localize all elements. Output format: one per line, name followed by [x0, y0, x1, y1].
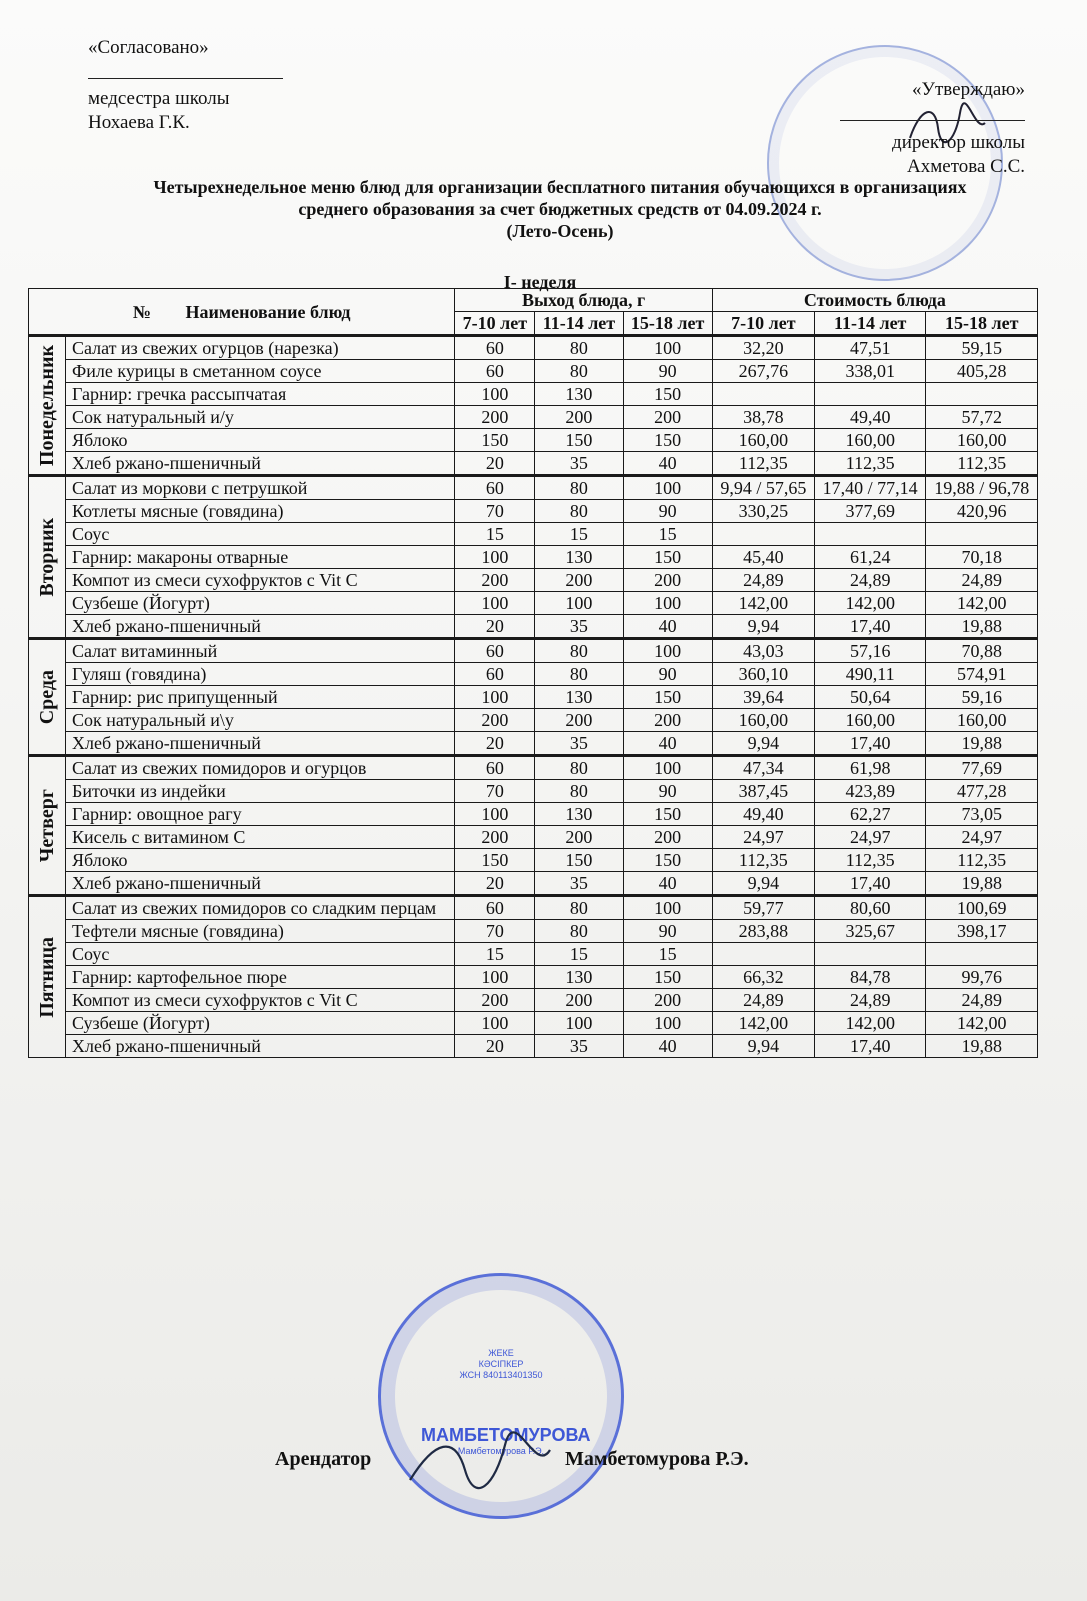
- yield-cell: 35: [535, 452, 623, 476]
- yield-cell: 100: [623, 592, 712, 615]
- yield-cell: 80: [535, 476, 623, 500]
- tenant-signature: [405, 1430, 555, 1490]
- dish-name: Хлеб ржано-пшеничный: [66, 732, 455, 756]
- cost-cell: [814, 943, 926, 966]
- nurse-position: медсестра школы: [88, 88, 230, 109]
- cost-cell: 142,00: [814, 1012, 926, 1035]
- cost-cell: 17,40: [814, 872, 926, 896]
- table-row: [29, 500, 1038, 523]
- table-row: [29, 336, 1038, 360]
- yield-cell: 15: [535, 523, 623, 546]
- yield-cell: 40: [623, 452, 712, 476]
- cost-cell: 19,88: [926, 732, 1038, 756]
- table-row: [29, 1035, 1038, 1058]
- cost-cell: 112,35: [712, 452, 814, 476]
- yield-cell: 200: [455, 826, 535, 849]
- cost-cell: 574,91: [926, 663, 1038, 686]
- yield-cell: 20: [455, 1035, 535, 1058]
- cost-cell: 360,10: [712, 663, 814, 686]
- yield-cell: 80: [535, 500, 623, 523]
- dish-name: Салат из свежих помидоров со сладким перцам: [66, 896, 455, 920]
- document-title: [120, 176, 1000, 242]
- cost-cell: 17,40: [814, 615, 926, 639]
- yield-cell: 150: [535, 849, 623, 872]
- yield-cell: 80: [535, 336, 623, 360]
- dish-name: Яблоко: [66, 849, 455, 872]
- yield-cell: 15: [623, 943, 712, 966]
- cost-cell: [712, 943, 814, 966]
- cost-cell: 112,35: [814, 849, 926, 872]
- yield-cell: 80: [535, 780, 623, 803]
- day-label: [29, 476, 66, 639]
- yield-cell: 150: [623, 429, 712, 452]
- dish-name: Салат из свежих огурцов (нарезка): [66, 336, 455, 360]
- cost-cell: 84,78: [814, 966, 926, 989]
- cost-cell: 77,69: [926, 756, 1038, 780]
- dish-name: Кисель с витамином С: [66, 826, 455, 849]
- cost-cell: [926, 523, 1038, 546]
- yield-cell: 130: [535, 966, 623, 989]
- dish-name: Биточки из индейки: [66, 780, 455, 803]
- yield-cell: 15: [455, 523, 535, 546]
- cost-cell: 19,88: [926, 1035, 1038, 1058]
- dish-name: Компот из смеси сухофруктов с Vit C: [66, 569, 455, 592]
- dish-name: Хлеб ржано-пшеничный: [66, 615, 455, 639]
- yield-cell: 100: [455, 383, 535, 406]
- day-name: Вторник: [36, 517, 58, 597]
- yield-cell: 150: [535, 429, 623, 452]
- cost-cell: 420,96: [926, 500, 1038, 523]
- cost-cell: 17,40: [814, 1035, 926, 1058]
- cost-cell: 160,00: [814, 429, 926, 452]
- yield-cell: 100: [455, 803, 535, 826]
- cost-cell: 112,35: [926, 849, 1038, 872]
- dish-name: Котлеты мясные (говядина): [66, 500, 455, 523]
- dish-name: Гарнир: картофельное пюре: [66, 966, 455, 989]
- cost-cell: 47,51: [814, 336, 926, 360]
- dish-name: Гарнир: гречка рассыпчатая: [66, 383, 455, 406]
- footer-role: Арендатор: [275, 1448, 372, 1470]
- cost-cell: 325,67: [814, 920, 926, 943]
- cost-cell: 398,17: [926, 920, 1038, 943]
- yield-cell: 150: [455, 429, 535, 452]
- dish-name: Компот из смеси сухофруктов с Vit C: [66, 989, 455, 1012]
- dish-name: Филе курицы в сметанном соусе: [66, 360, 455, 383]
- yield-cell: 100: [623, 639, 712, 663]
- dish-name: Гуляш (говядина): [66, 663, 455, 686]
- cost-cell: 57,16: [814, 639, 926, 663]
- cost-cell: [712, 523, 814, 546]
- age-header: 15-18 лет: [623, 312, 712, 336]
- signature-line: [88, 60, 283, 79]
- yield-cell: 100: [455, 1012, 535, 1035]
- footer-name: Мамбетомурова Р.Э.: [565, 1448, 749, 1470]
- dish-name: Хлеб ржано-пшеничный: [66, 872, 455, 896]
- dish-name: Салат из свежих помидоров и огурцов: [66, 756, 455, 780]
- cost-cell: 17,40: [814, 732, 926, 756]
- yield-cell: 130: [535, 803, 623, 826]
- col-header-no: [29, 289, 455, 336]
- table-row: [29, 546, 1038, 569]
- table-row: [29, 920, 1038, 943]
- table-row: [29, 639, 1038, 663]
- cost-cell: 24,97: [926, 826, 1038, 849]
- yield-cell: 150: [623, 966, 712, 989]
- yield-cell: 150: [623, 803, 712, 826]
- cost-cell: [926, 383, 1038, 406]
- yield-cell: 130: [535, 546, 623, 569]
- yield-cell: 80: [535, 663, 623, 686]
- yield-cell: 90: [623, 920, 712, 943]
- cost-cell: [814, 383, 926, 406]
- approve-block: [840, 78, 1025, 179]
- cost-cell: 100,69: [926, 896, 1038, 920]
- yield-cell: 200: [623, 826, 712, 849]
- yield-cell: 35: [535, 732, 623, 756]
- cost-cell: 24,89: [926, 569, 1038, 592]
- day-name: Среда: [36, 669, 58, 725]
- yield-cell: 40: [623, 615, 712, 639]
- table-row: [29, 709, 1038, 732]
- yield-cell: 150: [623, 686, 712, 709]
- signature-line: [840, 104, 1025, 121]
- yield-cell: 200: [535, 989, 623, 1012]
- cost-cell: 61,98: [814, 756, 926, 780]
- cost-cell: 17,40 / 77,14: [814, 476, 926, 500]
- cost-cell: 43,03: [712, 639, 814, 663]
- cost-cell: 9,94: [712, 872, 814, 896]
- cost-cell: [712, 383, 814, 406]
- yield-cell: 150: [623, 383, 712, 406]
- yield-cell: 15: [455, 943, 535, 966]
- yield-cell: 90: [623, 500, 712, 523]
- cost-cell: 142,00: [926, 592, 1038, 615]
- age-header: 11-14 лет: [814, 312, 926, 336]
- table-row: [29, 686, 1038, 709]
- yield-cell: 200: [623, 406, 712, 429]
- dish-name: Сок натуральный и/у: [66, 406, 455, 429]
- table-row: [29, 780, 1038, 803]
- table-row: [29, 360, 1038, 383]
- cost-cell: 59,77: [712, 896, 814, 920]
- table-row: [29, 896, 1038, 920]
- yield-cell: 100: [455, 686, 535, 709]
- table-row: [29, 756, 1038, 780]
- yield-cell: 200: [623, 569, 712, 592]
- day-label: [29, 896, 66, 1058]
- cost-cell: 70,88: [926, 639, 1038, 663]
- stamp-line: ЖСН 840113401350: [459, 1370, 543, 1380]
- day-label: [29, 639, 66, 756]
- table-row: [29, 663, 1038, 686]
- age-header: 7-10 лет: [712, 312, 814, 336]
- dish-name: Соус: [66, 523, 455, 546]
- cost-cell: 423,89: [814, 780, 926, 803]
- yield-cell: 20: [455, 732, 535, 756]
- cost-cell: 38,78: [712, 406, 814, 429]
- dish-name: Гарнир: макароны отварные: [66, 546, 455, 569]
- cost-cell: 19,88: [926, 872, 1038, 896]
- cost-cell: 24,89: [814, 569, 926, 592]
- dish-name: Хлеб ржано-пшеничный: [66, 1035, 455, 1058]
- table-row: [29, 943, 1038, 966]
- table-row: [29, 523, 1038, 546]
- cost-cell: 24,89: [814, 989, 926, 1012]
- cost-cell: 9,94: [712, 615, 814, 639]
- cost-cell: 49,40: [712, 803, 814, 826]
- yield-cell: 200: [535, 826, 623, 849]
- approve-label: «Утверждаю»: [912, 79, 1025, 100]
- yield-cell: 35: [535, 872, 623, 896]
- cost-cell: 45,40: [712, 546, 814, 569]
- dish-name: Салат из моркови с петрушкой: [66, 476, 455, 500]
- cost-cell: 57,72: [926, 406, 1038, 429]
- stamp-name: МАМБЕТОМУРОВА: [421, 1425, 591, 1445]
- yield-cell: 90: [623, 663, 712, 686]
- age-header: 7-10 лет: [455, 312, 535, 336]
- dish-name: Сузбеше (Йогурт): [66, 592, 455, 615]
- col-header-yield: Выход блюда, г: [455, 289, 712, 312]
- yield-cell: 80: [535, 920, 623, 943]
- cost-cell: 160,00: [926, 429, 1038, 452]
- season-text: (Лето-Осень): [506, 221, 614, 241]
- yield-cell: 100: [455, 592, 535, 615]
- cost-cell: 112,35: [814, 452, 926, 476]
- yield-cell: 70: [455, 920, 535, 943]
- cost-cell: 24,89: [712, 989, 814, 1012]
- age-header: 11-14 лет: [535, 312, 623, 336]
- table-row: [29, 966, 1038, 989]
- col-header-cost: Стоимость блюда: [712, 289, 1037, 312]
- yield-cell: 70: [455, 780, 535, 803]
- cost-cell: 112,35: [926, 452, 1038, 476]
- cost-cell: 32,20: [712, 336, 814, 360]
- yield-cell: 100: [623, 756, 712, 780]
- yield-cell: 100: [455, 966, 535, 989]
- agreed-label: «Согласовано»: [88, 37, 209, 58]
- dish-name: Яблоко: [66, 429, 455, 452]
- yield-cell: 60: [455, 476, 535, 500]
- col-no-label: №: [132, 301, 151, 322]
- dish-name: Хлеб ржано-пшеничный: [66, 452, 455, 476]
- title-text: Четырехнедельное меню блюд для организации бесплатного питания обучающихся в организациях среднего образования за счет бюджетных средств от 04.09.2024 г.: [153, 177, 967, 219]
- cost-cell: 267,76: [712, 360, 814, 383]
- day-name: Понедельник: [36, 344, 58, 467]
- yield-cell: 15: [623, 523, 712, 546]
- day-label: [29, 756, 66, 896]
- yield-cell: 100: [623, 896, 712, 920]
- yield-cell: 200: [535, 569, 623, 592]
- menu-body: [29, 336, 1038, 1058]
- cost-cell: 59,16: [926, 686, 1038, 709]
- cost-cell: 49,40: [814, 406, 926, 429]
- yield-cell: 100: [535, 1012, 623, 1035]
- yield-cell: 60: [455, 756, 535, 780]
- yield-cell: 150: [455, 849, 535, 872]
- menu-table: [28, 288, 1038, 1058]
- yield-cell: 200: [623, 709, 712, 732]
- dish-name: Сок натуральный и\у: [66, 709, 455, 732]
- yield-cell: 60: [455, 639, 535, 663]
- nurse-name: Нохаева Г.К.: [88, 112, 190, 133]
- yield-cell: 130: [535, 686, 623, 709]
- table-row: [29, 429, 1038, 452]
- yield-cell: 20: [455, 872, 535, 896]
- yield-cell: 20: [455, 452, 535, 476]
- stamp-line: Мамбетомурова Р.Э.: [457, 1446, 545, 1456]
- yield-cell: 20: [455, 615, 535, 639]
- table-row: [29, 826, 1038, 849]
- day-name: Четверг: [36, 788, 58, 863]
- cost-cell: 39,64: [712, 686, 814, 709]
- cost-cell: 160,00: [926, 709, 1038, 732]
- yield-cell: 40: [623, 872, 712, 896]
- cost-cell: 338,01: [814, 360, 926, 383]
- week-label: I- неделя: [503, 272, 577, 292]
- yield-cell: 100: [623, 336, 712, 360]
- age-header: 15-18 лет: [926, 312, 1038, 336]
- cost-cell: 61,24: [814, 546, 926, 569]
- yield-cell: 60: [455, 360, 535, 383]
- yield-cell: 130: [535, 383, 623, 406]
- cost-cell: [814, 523, 926, 546]
- director-name: Ахметова С.С.: [907, 156, 1025, 177]
- cost-cell: 24,89: [926, 989, 1038, 1012]
- yield-cell: 200: [455, 989, 535, 1012]
- cost-cell: 387,45: [712, 780, 814, 803]
- yield-cell: 15: [535, 943, 623, 966]
- director-position: директор школы: [892, 132, 1025, 153]
- cost-cell: 73,05: [926, 803, 1038, 826]
- cost-cell: 70,18: [926, 546, 1038, 569]
- yield-cell: 200: [535, 709, 623, 732]
- table-row: [29, 452, 1038, 476]
- cost-cell: 112,35: [712, 849, 814, 872]
- yield-cell: 90: [623, 360, 712, 383]
- table-row: [29, 569, 1038, 592]
- stamp-line: ЖЕКЕ: [488, 1348, 514, 1358]
- yield-cell: 200: [455, 709, 535, 732]
- cost-cell: 47,34: [712, 756, 814, 780]
- yield-cell: 100: [623, 476, 712, 500]
- table-row: [29, 406, 1038, 429]
- cost-cell: 142,00: [926, 1012, 1038, 1035]
- cost-cell: 490,11: [814, 663, 926, 686]
- yield-cell: 200: [535, 406, 623, 429]
- dish-name: Гарнир: рис припущенный: [66, 686, 455, 709]
- cost-cell: 9,94: [712, 1035, 814, 1058]
- table-row: [29, 803, 1038, 826]
- yield-cell: 200: [623, 989, 712, 1012]
- yield-cell: 100: [455, 546, 535, 569]
- dish-name: Соус: [66, 943, 455, 966]
- yield-cell: 80: [535, 360, 623, 383]
- cost-cell: 80,60: [814, 896, 926, 920]
- table-row: [29, 476, 1038, 500]
- table-row: [29, 732, 1038, 756]
- yield-cell: 70: [455, 500, 535, 523]
- cost-cell: 59,15: [926, 336, 1038, 360]
- yield-cell: 80: [535, 639, 623, 663]
- cost-cell: 9,94 / 57,65: [712, 476, 814, 500]
- dish-name: Сузбеше (Йогурт): [66, 1012, 455, 1035]
- dish-name: Гарнир: овощное рагу: [66, 803, 455, 826]
- yield-cell: 60: [455, 336, 535, 360]
- cost-cell: 142,00: [814, 592, 926, 615]
- cost-cell: 50,64: [814, 686, 926, 709]
- yield-cell: 150: [623, 849, 712, 872]
- cost-cell: 24,89: [712, 569, 814, 592]
- cost-cell: 405,28: [926, 360, 1038, 383]
- yield-cell: 150: [623, 546, 712, 569]
- cost-cell: 24,97: [712, 826, 814, 849]
- cost-cell: 377,69: [814, 500, 926, 523]
- stamp-line: КӘСІПКЕР: [478, 1359, 524, 1369]
- day-name: Пятница: [36, 936, 58, 1018]
- cost-cell: [926, 943, 1038, 966]
- yield-cell: 35: [535, 1035, 623, 1058]
- yield-cell: 200: [455, 406, 535, 429]
- yield-cell: 35: [535, 615, 623, 639]
- cost-cell: 160,00: [814, 709, 926, 732]
- table-row: [29, 383, 1038, 406]
- day-label: [29, 336, 66, 476]
- yield-cell: 80: [535, 756, 623, 780]
- yield-cell: 60: [455, 896, 535, 920]
- yield-cell: 40: [623, 1035, 712, 1058]
- yield-cell: 100: [535, 592, 623, 615]
- table-row: [29, 989, 1038, 1012]
- yield-cell: 60: [455, 663, 535, 686]
- cost-cell: 19,88: [926, 615, 1038, 639]
- col-name-label: Наименование блюд: [185, 301, 351, 322]
- yield-cell: 40: [623, 732, 712, 756]
- dish-name: Тефтели мясные (говядина): [66, 920, 455, 943]
- cost-cell: 160,00: [712, 429, 814, 452]
- table-row: [29, 1012, 1038, 1035]
- table-row: [29, 615, 1038, 639]
- agreed-block: [88, 36, 283, 135]
- yield-cell: 80: [535, 896, 623, 920]
- cost-cell: 66,32: [712, 966, 814, 989]
- dish-name: Салат витаминный: [66, 639, 455, 663]
- cost-cell: 9,94: [712, 732, 814, 756]
- cost-cell: 283,88: [712, 920, 814, 943]
- cost-cell: 477,28: [926, 780, 1038, 803]
- cost-cell: 19,88 / 96,78: [926, 476, 1038, 500]
- yield-cell: 200: [455, 569, 535, 592]
- table-row: [29, 592, 1038, 615]
- cost-cell: 24,97: [814, 826, 926, 849]
- cost-cell: 99,76: [926, 966, 1038, 989]
- yield-cell: 100: [623, 1012, 712, 1035]
- table-row: [29, 872, 1038, 896]
- cost-cell: 330,25: [712, 500, 814, 523]
- yield-cell: 90: [623, 780, 712, 803]
- table-row: [29, 849, 1038, 872]
- cost-cell: 142,00: [712, 592, 814, 615]
- cost-cell: 160,00: [712, 709, 814, 732]
- cost-cell: 62,27: [814, 803, 926, 826]
- cost-cell: 142,00: [712, 1012, 814, 1035]
